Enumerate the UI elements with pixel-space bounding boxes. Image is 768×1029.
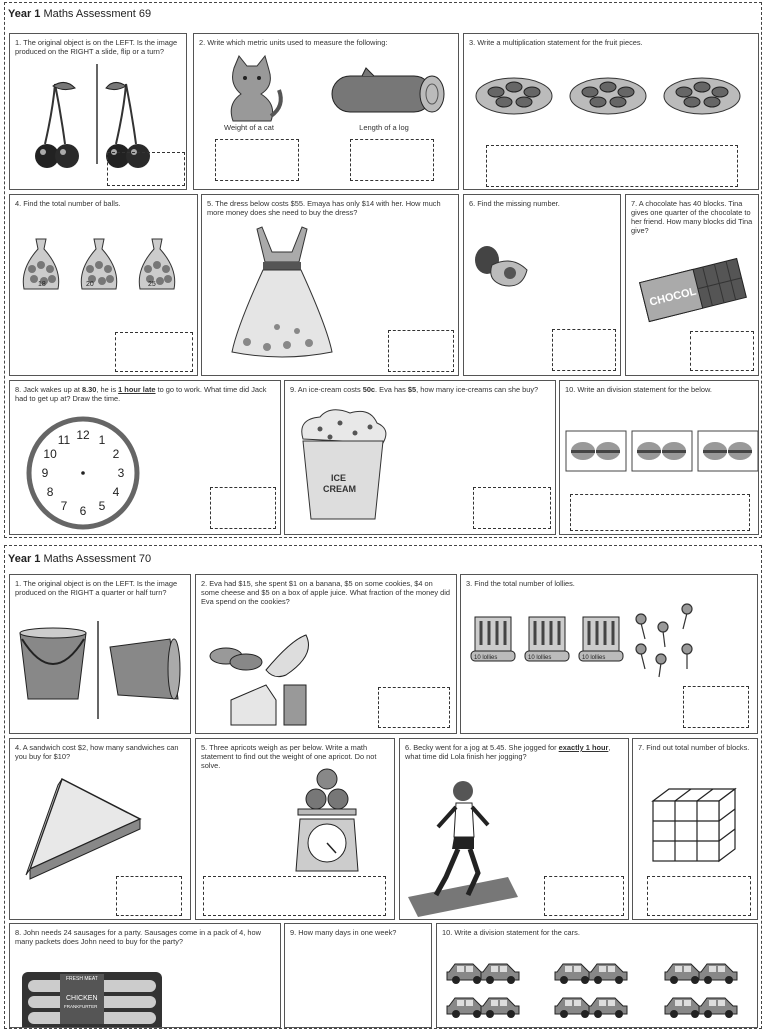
- svg-text:10 lollies: 10 lollies: [474, 655, 498, 661]
- log-caption: Length of a log: [359, 123, 409, 132]
- svg-text:20: 20: [86, 281, 94, 288]
- buckets-image: [10, 619, 191, 719]
- food-items-image: [206, 630, 336, 730]
- cookies: [210, 648, 262, 670]
- answer-box[interactable]: [690, 331, 754, 371]
- question-9-text: 9. An ice-cream costs 50c. Eva has $5, how many ice-creams can she buy?: [290, 385, 539, 394]
- clock-face[interactable]: [23, 413, 143, 533]
- answer-box[interactable]: [210, 487, 276, 529]
- question-6-box: [399, 738, 629, 920]
- sandwich-image: [22, 779, 152, 879]
- question-2-text: 2. Write which metric units used to measure the following:: [199, 38, 388, 47]
- question-9-text: 9. How many days in one week?: [290, 928, 397, 937]
- sheet-title-69: Year 1 Maths Assessment 69: [8, 8, 152, 20]
- answer-box[interactable]: [647, 876, 751, 916]
- car-icon: [447, 964, 485, 984]
- answer-box[interactable]: [115, 332, 193, 372]
- svg-text:FRESH MEAT: FRESH MEAT: [66, 976, 98, 982]
- clock-number: 8: [46, 485, 54, 499]
- dress-image: [227, 227, 337, 367]
- log-image: [322, 72, 452, 122]
- question-3-text: 3. Write a multiplication statement for the fruit pieces.: [469, 38, 643, 47]
- question-1-text: 1. The original object is on the LEFT. Is the image produced on the RIGHT a quarter or half turn?: [15, 579, 178, 597]
- car-icon: [589, 998, 627, 1018]
- car-icon: [447, 998, 485, 1018]
- svg-text:10 lollies: 10 lollies: [582, 655, 606, 661]
- question-3-box: [463, 33, 759, 190]
- question-7-box: [625, 194, 759, 376]
- jogger-image: [408, 777, 518, 917]
- question-5-text: 5. The dress below costs $55. Emaya has only $14 with her. How much more money does she need to buy the dress?: [207, 199, 441, 217]
- ball-bags-image: [10, 239, 198, 309]
- answer-box[interactable]: [570, 494, 750, 531]
- question-5-text: 5. Three apricots weigh as per below. Write a math statement to find out the weight of one apricot. Do not solve.: [201, 743, 377, 770]
- clock-number: 3: [117, 466, 125, 480]
- cheese: [231, 685, 276, 725]
- svg-text:10 lollies: 10 lollies: [528, 655, 552, 661]
- answer-box[interactable]: [378, 687, 450, 728]
- question-10-text: 10. Write an division statement for the below.: [565, 385, 712, 394]
- question-3-box: [460, 574, 758, 734]
- question-7-text: 7. A chocolate has 40 blocks. Tina gives one quarter of the chocolate to her friend. How many blocks did Tina give?: [631, 199, 753, 235]
- question-10-text: 10. Write a division statement for the cars.: [442, 928, 580, 937]
- svg-text:CREAM: CREAM: [323, 484, 356, 494]
- svg-text:ICE: ICE: [331, 473, 347, 483]
- clock-number: 2: [112, 447, 120, 461]
- clock-number: 7: [60, 498, 68, 513]
- question-1-box: [9, 33, 187, 190]
- car-icon: [665, 998, 703, 1018]
- svg-text:25: 25: [148, 281, 156, 288]
- question-6-text: 6. Find the missing number.: [469, 199, 560, 208]
- question-2-text: 2. Eva had $15, she spent $1 on a banana, $5 on some cookies, $4 on some cheese and $5 on a box of apple juice. What fraction of the money did Eva spend on the cookies?: [201, 579, 450, 606]
- question-6-box: [463, 194, 621, 376]
- svg-text:CHICKEN: CHICKEN: [66, 995, 98, 1002]
- question-9-box: [284, 380, 556, 535]
- question-1-text: 1. The original object is on the LEFT. Is the image produced on the RIGHT a slide, flip or a turn?: [15, 38, 178, 56]
- question-8-text: 8. Jack wakes up at 8.30, he is 1 hour late to go to work. What time did Jack had to get up at? Draw the time.: [15, 385, 267, 403]
- question-9-box: [284, 923, 432, 1028]
- question-3-text: 3. Find the total number of lollies.: [466, 579, 575, 588]
- lolly-packs-image: [469, 605, 689, 685]
- fruit-bowls-image: [464, 64, 759, 134]
- question-4-box: [9, 738, 191, 920]
- question-8-box: [9, 923, 281, 1028]
- question-10-box: [559, 380, 759, 535]
- question-8-box: [9, 380, 281, 535]
- car-icon: [481, 964, 519, 984]
- svg-text:CHOCOL: CHOCOL: [648, 285, 698, 309]
- answer-box-cat[interactable]: [215, 139, 299, 181]
- car-icon: [589, 964, 627, 984]
- question-8-text: 8. John needs 24 sausages for a party. Sausages come in a pack of 4, how many packets does John need to buy for the party?: [15, 928, 261, 946]
- juice-box: [284, 685, 306, 725]
- question-4-text: 4. Find the total number of balls.: [15, 199, 121, 208]
- answer-box[interactable]: [388, 330, 454, 372]
- banana: [266, 635, 309, 677]
- question-4-box: [9, 194, 198, 376]
- question-2-box: [195, 574, 457, 734]
- car-icon: [481, 998, 519, 1018]
- answer-box[interactable]: [116, 876, 182, 916]
- question-7-text: 7. Find out total number of blocks.: [638, 743, 750, 752]
- answer-box[interactable]: [486, 145, 738, 187]
- clock-number: 9: [41, 466, 49, 480]
- car-icon: [665, 964, 703, 984]
- clock-number: 6: [79, 504, 87, 518]
- car-icon: [699, 964, 737, 984]
- cherries-left: [35, 82, 79, 168]
- answer-box[interactable]: [552, 329, 616, 371]
- ice-cream-image: [295, 409, 395, 529]
- answer-box[interactable]: [683, 686, 749, 728]
- clock-number: 12: [76, 428, 90, 442]
- question-5-box: [195, 738, 395, 920]
- sheet-title-70: Year 1 Maths Assessment 70: [8, 553, 152, 565]
- cat-caption: Weight of a cat: [224, 123, 274, 132]
- answer-box-log[interactable]: [350, 139, 434, 181]
- clock-number: 1: [98, 433, 106, 448]
- question-5-box: [201, 194, 459, 376]
- question-6-text: 6. Becky went for a jog at 5.45. She jogged for exactly 1 hour, what time did Lola finish her jogging?: [405, 743, 611, 761]
- clock-number: 10: [43, 447, 57, 461]
- car-icon: [699, 998, 737, 1018]
- svg-text:18: 18: [38, 281, 46, 288]
- blocks-image: [647, 781, 747, 871]
- question-1-box: [9, 574, 191, 734]
- question-4-text: 4. A sandwich cost $2, how many sandwiches can you buy for $10?: [15, 743, 179, 761]
- loose-lollies: [636, 604, 692, 677]
- car-icon: [555, 998, 593, 1018]
- answer-box[interactable]: [473, 487, 551, 529]
- burgers-image: [560, 429, 759, 479]
- avocado-image: [472, 245, 532, 295]
- question-2-box: [193, 33, 459, 190]
- sausage-pack-image: [22, 972, 172, 1028]
- answer-box[interactable]: [203, 876, 386, 916]
- scale-apricots-image: [294, 767, 374, 877]
- answer-box[interactable]: [107, 152, 185, 186]
- cat-image: [219, 56, 289, 126]
- clock-number: 11: [57, 433, 71, 448]
- car-icon: [555, 964, 593, 984]
- chocolate-image: [638, 255, 748, 325]
- clock-number: 4: [112, 485, 120, 499]
- question-10-box: [436, 923, 758, 1028]
- cars-image: [437, 952, 758, 1028]
- svg-text:FRANKFURTER: FRANKFURTER: [64, 1004, 98, 1009]
- question-7-box: [632, 738, 758, 920]
- answer-box[interactable]: [544, 876, 624, 916]
- clock-number: 5: [98, 498, 106, 513]
